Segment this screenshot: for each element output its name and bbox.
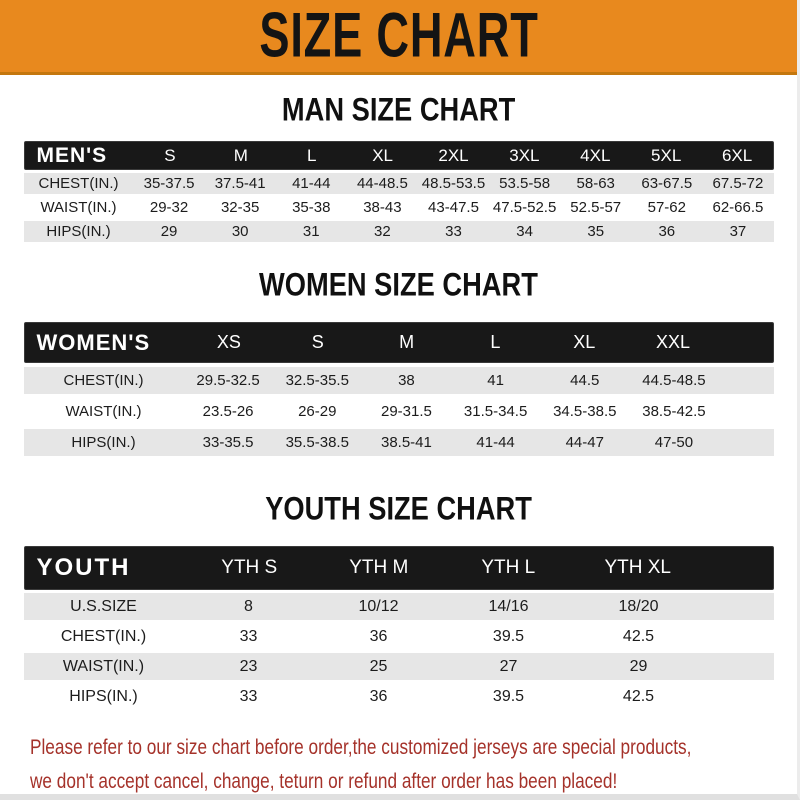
women-size-table [24,322,774,456]
size-column-header: M [399,332,415,353]
size-column-header: S [311,332,324,353]
size-column-headers [185,557,773,579]
table-cell: 29-32 [149,199,189,217]
table-cell: 62-66.5 [712,199,764,217]
table-cell: 44-48.5 [356,175,408,193]
row-cells [184,434,774,451]
table-cell: 35 [587,223,605,241]
row-cells [134,223,774,240]
table-cell: 35-38 [292,199,331,217]
section-women [0,268,797,456]
table-corner-label: YOUTH [36,554,131,582]
banner-title: SIZE CHART [258,0,539,71]
table-cell: 42.5 [622,687,655,705]
table-cell: 67.5-72 [712,175,764,193]
row-label: WAIST(IN.) [65,403,142,421]
table-cell: 33 [445,223,462,241]
table-cell: 31 [302,223,320,241]
table-cell: 37.5-41 [214,175,266,193]
size-column-header: 2XL [438,145,469,165]
row-label: CHEST(IN.) [38,175,119,193]
table-corner-label: MEN'S [36,143,108,167]
table-cell: 25 [369,657,388,675]
row-label: CHEST(IN.) [63,372,144,390]
row-cells [184,628,774,646]
table-row [24,429,774,456]
table-cell: 27 [499,657,518,675]
table-cell: 38-43 [363,199,402,217]
table-cell: 38.5-42.5 [642,403,706,421]
table-cell: 36 [369,627,388,645]
table-corner-label: WOMEN'S [36,329,151,355]
size-column-header: XL [573,332,596,353]
table-cell: 8 [244,597,253,615]
table-cell: 32.5-35.5 [285,372,349,390]
table-cell: 41 [487,372,504,390]
table-header-bar [24,322,774,363]
table-cell: 26-29 [298,403,337,421]
table-cell: 29 [629,657,648,675]
table-row [24,197,774,218]
table-cell: 38.5-41 [380,434,432,452]
size-column-headers [185,332,773,353]
table-cell: 10/12 [358,597,399,615]
table-row [24,173,774,194]
table-header-bar [24,141,774,170]
row-cells [184,403,774,420]
size-column-header: XXL [656,332,691,353]
table-cell: 35-37.5 [143,175,195,193]
row-label: U.S.SIZE [70,597,137,615]
row-cells [184,598,774,616]
size-column-header: 5XL [651,145,682,165]
size-column-header: 4XL [580,145,611,165]
table-cell: 57-62 [647,199,686,217]
row-cells [134,199,774,216]
table-cell: 42.5 [622,627,655,645]
size-column-header: L [490,332,501,353]
banner [0,0,797,75]
row-cells [184,372,774,389]
size-column-header: XL [372,145,394,165]
table-cell: 58-63 [576,175,615,193]
men-size-table [24,141,774,242]
table-row [24,623,774,650]
table-cell: 30 [231,223,249,241]
size-column-header: YTH M [349,557,409,579]
row-cells [134,175,774,192]
table-cell: 38 [398,372,415,390]
row-label: HIPS(IN.) [46,223,111,241]
size-column-header: YTH XL [604,557,672,579]
table-cell: 29 [160,223,178,241]
table-cell: 29-31.5 [380,403,432,421]
table-cell: 34.5-38.5 [553,403,617,421]
table-cell: 29.5-32.5 [196,372,260,390]
table-cell: 32-35 [220,199,260,217]
size-column-header: YTH S [221,557,278,579]
table-cell: 35.5-38.5 [285,434,349,452]
men-section-heading: MAN SIZE CHART [281,91,516,128]
table-cell: 47.5-52.5 [492,199,557,217]
section-men [0,93,797,242]
table-cell: 37 [729,223,747,241]
table-row [24,221,774,242]
table-cell: 39.5 [492,627,525,645]
table-cell: 36 [658,223,676,241]
table-cell: 23.5-26 [202,403,254,421]
table-header-bar [24,546,774,590]
size-column-header: M [233,145,248,165]
row-label: WAIST(IN.) [62,657,145,675]
footer-line-1: Please refer to our size chart before order,the customized jerseys are special products, [30,736,692,760]
table-cell: 34 [516,223,533,241]
size-column-header: YTH L [481,557,536,579]
table-cell: 44.5-48.5 [642,372,706,390]
table-cell: 33 [239,627,258,645]
table-row [24,398,774,425]
size-column-header: 3XL [509,145,540,165]
table-row [24,683,774,710]
table-cell: 52.5-57 [570,199,622,217]
footer-line-2: we don't accept cancel, change, teturn or refund after order has been placed! [30,769,618,793]
table-row [24,367,774,394]
section-youth [0,492,797,710]
table-row [24,653,774,680]
row-cells [184,658,774,676]
table-cell: 23 [239,657,258,675]
youth-size-table [24,546,774,710]
table-cell: 44.5 [570,372,600,390]
row-cells [184,688,774,706]
table-cell: 39.5 [492,687,525,705]
size-column-header: 6XL [721,145,753,165]
youth-section-heading: YOUTH SIZE CHART [265,490,532,528]
size-column-header: S [164,145,176,165]
row-label: CHEST(IN.) [60,627,147,645]
women-section-heading: WOMEN SIZE CHART [259,266,538,303]
table-cell: 41-44 [292,175,331,193]
table-cell: 41-44 [476,434,515,452]
table-cell: 32 [374,223,391,241]
table-cell: 53.5-58 [499,175,551,193]
table-cell: 48.5-53.5 [421,175,486,193]
table-cell: 36 [369,687,388,705]
table-row [24,593,774,620]
size-column-header: XS [216,332,241,353]
row-label: WAIST(IN.) [40,199,117,217]
footer-note [0,735,797,795]
table-cell: 47-50 [654,434,694,452]
table-cell: 31.5-34.5 [463,403,528,421]
table-cell: 33 [239,687,258,705]
table-cell: 63-67.5 [641,175,693,193]
size-column-header: L [306,145,317,165]
table-cell: 18/20 [618,597,659,615]
row-label: HIPS(IN.) [71,434,136,452]
table-cell: 14/16 [488,597,529,615]
table-cell: 33-35.5 [202,434,254,452]
table-cell: 43-47.5 [428,199,479,217]
row-label: HIPS(IN.) [69,687,138,705]
table-cell: 44-47 [565,434,604,452]
size-column-headers [135,146,773,166]
